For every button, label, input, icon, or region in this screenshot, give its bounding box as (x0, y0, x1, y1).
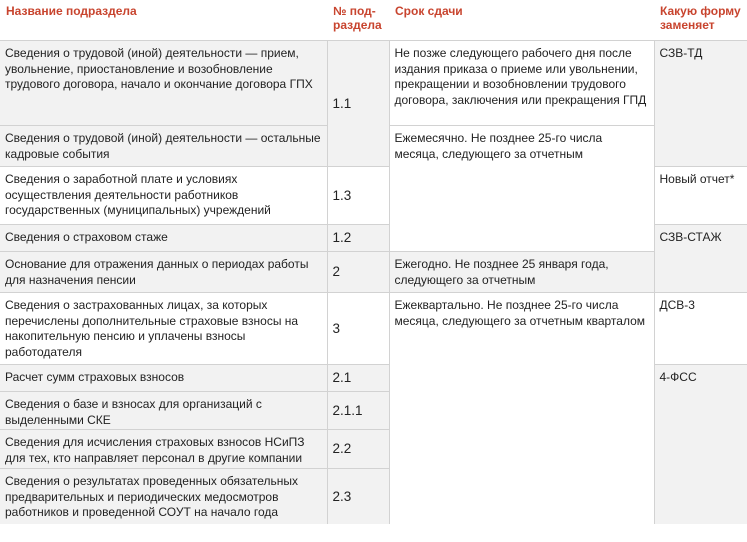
section-number-cell: 1.1 (327, 41, 389, 167)
deadline-cell: Ежеквартально. Не позднее 25-го числа месяца, следующего за отчетным кварталом (389, 293, 654, 524)
table-row (0, 252, 747, 293)
header-section-name: Название подраздела (0, 0, 327, 41)
section-name-cell: Сведения о страховом стаже (0, 225, 327, 252)
replaced-form-cell: СЗВ-ТД (654, 41, 747, 167)
replaced-form-cell: 4-ФСС (654, 365, 747, 524)
deadline-cell: Не позже следующего рабочего дня после издания приказа о приеме или увольнении, прекращении и возобновлении трудового договора, заключения или прекращения ГПД (389, 41, 654, 126)
section-name-cell: Расчет сумм страховых взносов (0, 365, 327, 392)
replaced-form-cell: Новый отчет* (654, 167, 747, 225)
section-name-cell: Сведения о трудовой (иной) деятельности — остальные кадровые события (0, 126, 327, 167)
section-number-cell: 2.1 (327, 365, 389, 392)
section-name-cell: Сведения о базе и взносах для организаций с выделенными СКЕ (0, 392, 327, 430)
section-number-cell: 2.1.1 (327, 392, 389, 430)
deadline-cell: Ежегодно. Не позднее 25 января года, следующего за отчетным (389, 252, 654, 293)
section-number-cell: 1.2 (327, 225, 389, 252)
section-name-cell: Основание для отражения данных о периодах работы для назначения пенсии (0, 252, 327, 293)
table-row (0, 293, 747, 365)
section-number-cell: 2.3 (327, 469, 389, 524)
deadline-cell: Ежемесячно. Не позднее 25-го числа месяца, следующего за отчетным (389, 126, 654, 252)
section-name-cell: Сведения для исчисления страховых взносов НСиПЗ для тех, кто направляет персонал в другие компании (0, 430, 327, 469)
header-section-number: № под-раздела (327, 0, 389, 41)
section-number-cell: 2 (327, 252, 389, 293)
section-name-cell: Сведения о заработной плате и условиях осуществления деятельности работников государственных (муниципальных) учреждений (0, 167, 327, 225)
section-number-cell: 1.3 (327, 167, 389, 225)
section-name-cell: Сведения о застрахованных лицах, за которых перечислены дополнительные страховые взносы на накопительную пенсию и уплачены взносы работодателя (0, 293, 327, 365)
header-replaced-form: Какую форму заменяет (654, 0, 747, 41)
replaced-form-cell: СЗВ-СТАЖ (654, 225, 747, 293)
table-row (0, 41, 747, 126)
section-name-cell: Сведения о трудовой (иной) деятельности — прием, увольнение, приостановление и возобновление трудового договора, начало и окончание договора ГПХ (0, 41, 327, 126)
replaced-form-cell: ДСВ-3 (654, 293, 747, 365)
header-deadline: Срок сдачи (389, 0, 654, 41)
section-name-cell: Сведения о результатах проведенных обязательных предварительных и периодических медосмотров работников и проведенной СОУТ на начало года (0, 469, 327, 524)
section-number-cell: 3 (327, 293, 389, 365)
section-number-cell: 2.2 (327, 430, 389, 469)
header-row (0, 0, 747, 41)
